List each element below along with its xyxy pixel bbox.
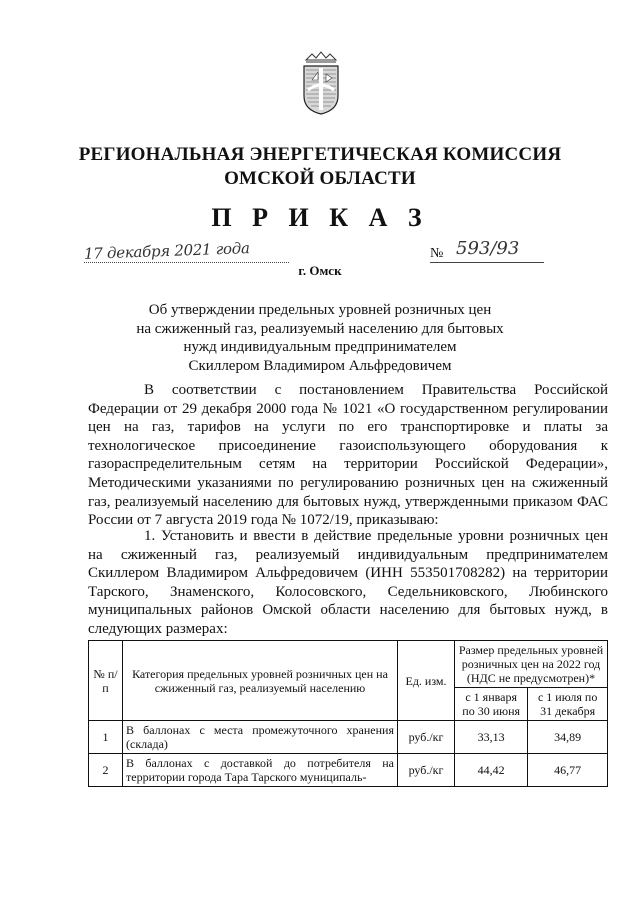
row-price-period-2: 34,89 bbox=[528, 721, 608, 754]
row-num: 2 bbox=[89, 754, 123, 787]
row-price-period-1: 33,13 bbox=[455, 721, 528, 754]
document-type-title: П Р И К А З bbox=[211, 203, 429, 232]
coat-of-arms-icon bbox=[300, 50, 342, 116]
subject-line: на сжиженный газ, реализуемый населению для бытовых bbox=[136, 320, 504, 337]
table-row bbox=[89, 721, 608, 754]
row-category: В баллонах с доставкой до потребителя на территории города Тара Тарского муниципаль- bbox=[123, 754, 398, 787]
table-header-row bbox=[89, 641, 608, 688]
header-num: № п/п bbox=[89, 641, 123, 721]
row-unit: руб./кг bbox=[398, 754, 455, 787]
row-price-period-1: 44,42 bbox=[455, 754, 528, 787]
organization-name-line2: ОМСКОЙ ОБЛАСТИ bbox=[224, 168, 416, 189]
table-row bbox=[89, 754, 608, 787]
row-price-period-2: 46,77 bbox=[528, 754, 608, 787]
order-number-label: № bbox=[430, 246, 444, 261]
organization-name-line1: РЕГИОНАЛЬНАЯ ЭНЕРГЕТИЧЕСКАЯ КОМИССИЯ bbox=[78, 144, 562, 165]
header-period-2: с 1 июля по 31 декабря bbox=[528, 688, 608, 721]
order-subject bbox=[0, 301, 640, 375]
clause-1-paragraph: 1. Установить и ввести в действие предельные уровни розничных цен на сжиженный газ, реализуемый индивидуальным предпринимателем Скиллером Владимиром Альфредовичем (ИНН 553501708282) на территории Тарского, Знаменского, Колосовского, Седельниковского, Любинского муниципальных районов Омской области населению для бытовых нужд, в следующих размерах: bbox=[88, 528, 608, 637]
price-table bbox=[88, 640, 608, 787]
row-num: 1 bbox=[89, 721, 123, 754]
row-unit: руб./кг bbox=[398, 721, 455, 754]
row-category: В баллонах с места промежуточного хранения (склада) bbox=[123, 721, 398, 754]
header-period-1: с 1 января по 30 июня bbox=[455, 688, 528, 721]
header-unit: Ед. изм. bbox=[398, 641, 455, 721]
header-price-size: Размер предельных уровней розничных цен на 2022 год (НДС не предусмотрен)* bbox=[455, 641, 608, 688]
subject-line: нужд индивидуальным предпринимателем bbox=[183, 339, 457, 355]
header-category: Категория предельных уровней розничных цен на сжиженный газ, реализуемый населению bbox=[123, 641, 398, 721]
preamble-paragraph: В соответствии с постановлением Правительства Российской Федерации от 29 декабря 2000 года № 1021 «О государственном регулировании цен на газ, тарифов на услуги по его транспортировке и платы за технологическое присоединение газоиспользующего оборудования к газораспределительным сетям на территории Российской Федерации», Методическими указаниями по регулированию розничных цен на сжиженный газ, реализуемый населению для бытовых нужд, утвержденными приказом ФАС России от 7 августа 2019 года № 1072/19, приказываю: bbox=[88, 382, 608, 529]
handwritten-order-number: 593/93 bbox=[456, 238, 520, 259]
handwritten-date: 17 декабря 2021 года bbox=[83, 239, 250, 263]
subject-line: Об утверждении предельных уровней розничных цен bbox=[148, 302, 492, 318]
city-label: г. Омск bbox=[298, 263, 342, 278]
subject-line: Скиллером Владимиром Альфредовичем bbox=[188, 357, 452, 374]
